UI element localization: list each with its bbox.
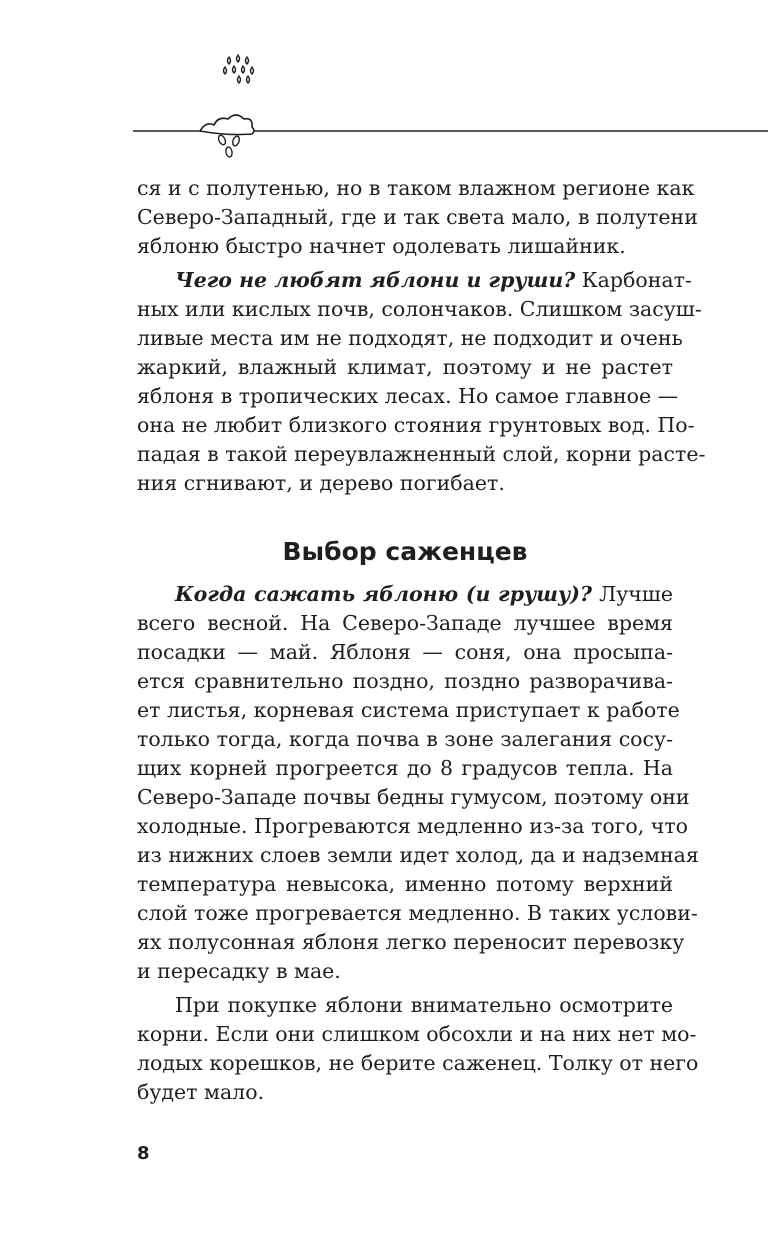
- text-line: температура невысока, именно потому верхний: [137, 872, 673, 896]
- text-line: ся и с полутенью, но в таком влажном регионе как: [137, 176, 695, 200]
- text-line: холодные. Прогреваются медленно из-за того, что: [137, 814, 689, 838]
- text-line: Северо-Западный, где и так света мало, в полутени: [137, 205, 698, 229]
- text-line: ливые места им не подходят, не подходит и очень: [137, 326, 683, 350]
- text-line: яблоня в тропических лесах. Но самое главное —: [137, 384, 679, 408]
- text-line: и пересадку в мае.: [137, 959, 341, 983]
- paragraph-buying-tips: [137, 991, 699, 1107]
- text-line: жаркий, влажный климат, поэтому и не растет: [137, 355, 673, 379]
- text-line: она не любит близкого стояния грунтовых вод. По-: [137, 413, 695, 437]
- section-2-text: [137, 580, 699, 1107]
- text-line: всего весной. На Северо-Западе лучшее время: [137, 611, 673, 635]
- text-line: слой тоже прогревается медленно. В таких услови-: [137, 901, 698, 925]
- paragraph-continuation: [137, 174, 698, 261]
- question-lead: Когда сажать яблоню (и грушу)?: [175, 582, 592, 606]
- text-line: Северо-Западе почвы бедны гумусом, поэтому они: [137, 785, 690, 809]
- paragraph-dislikes: [137, 266, 706, 498]
- text-line: ния сгнивают, и дерево погибает.: [137, 471, 505, 495]
- text-line: Когда сажать яблоню (и грушу)? Лучше: [175, 582, 673, 606]
- cloud-divider-icon: [133, 115, 768, 135]
- page-number: 8: [137, 1143, 150, 1164]
- text-line: из нижних слоев земли идет холод, да и надземная: [137, 843, 699, 867]
- text-line: ях полусонная яблоня легко переносит перевозку: [137, 930, 685, 954]
- text-line: ется сравнительно поздно, поздно разворачива-: [137, 669, 673, 693]
- seeds-icon: [217, 134, 240, 157]
- section-1-text: [137, 174, 706, 498]
- text-line: Чего не любят яблони и груши? Карбонат-: [175, 268, 692, 292]
- text-line: посадки — май. Яблоня — соня, она просыпа-: [137, 640, 673, 664]
- text-line: падая в такой переувлажненный слой, корни расте-: [137, 442, 706, 466]
- text-line: лодых корешков, не берите саженец. Толку от него: [137, 1051, 699, 1075]
- rain-drops-icon: [224, 55, 254, 83]
- section-heading: Выбор саженцев: [282, 537, 528, 566]
- text-line: яблоню быстро начнет одолевать лишайник.: [137, 234, 626, 258]
- question-lead: Чего не любят яблони и груши?: [175, 268, 576, 292]
- text-line: ет листья, корневая система приступает к работе: [137, 698, 680, 722]
- paragraph-when-to-plant: [137, 580, 699, 986]
- text-line: корни. Если они слишком обсохли и на них нет мо-: [137, 1022, 697, 1046]
- header-ornament: [0, 0, 768, 170]
- text-line: только тогда, когда почва в зоне залегания сосу-: [137, 727, 673, 751]
- text-line: щих корней прогреется до 8 градусов тепла. На: [137, 756, 673, 780]
- text-line: При покупке яблони внимательно осмотрите: [175, 993, 673, 1017]
- text-line: будет мало.: [137, 1080, 265, 1104]
- text-line: ных или кислых почв, солончаков. Слишком засуш-: [137, 297, 702, 321]
